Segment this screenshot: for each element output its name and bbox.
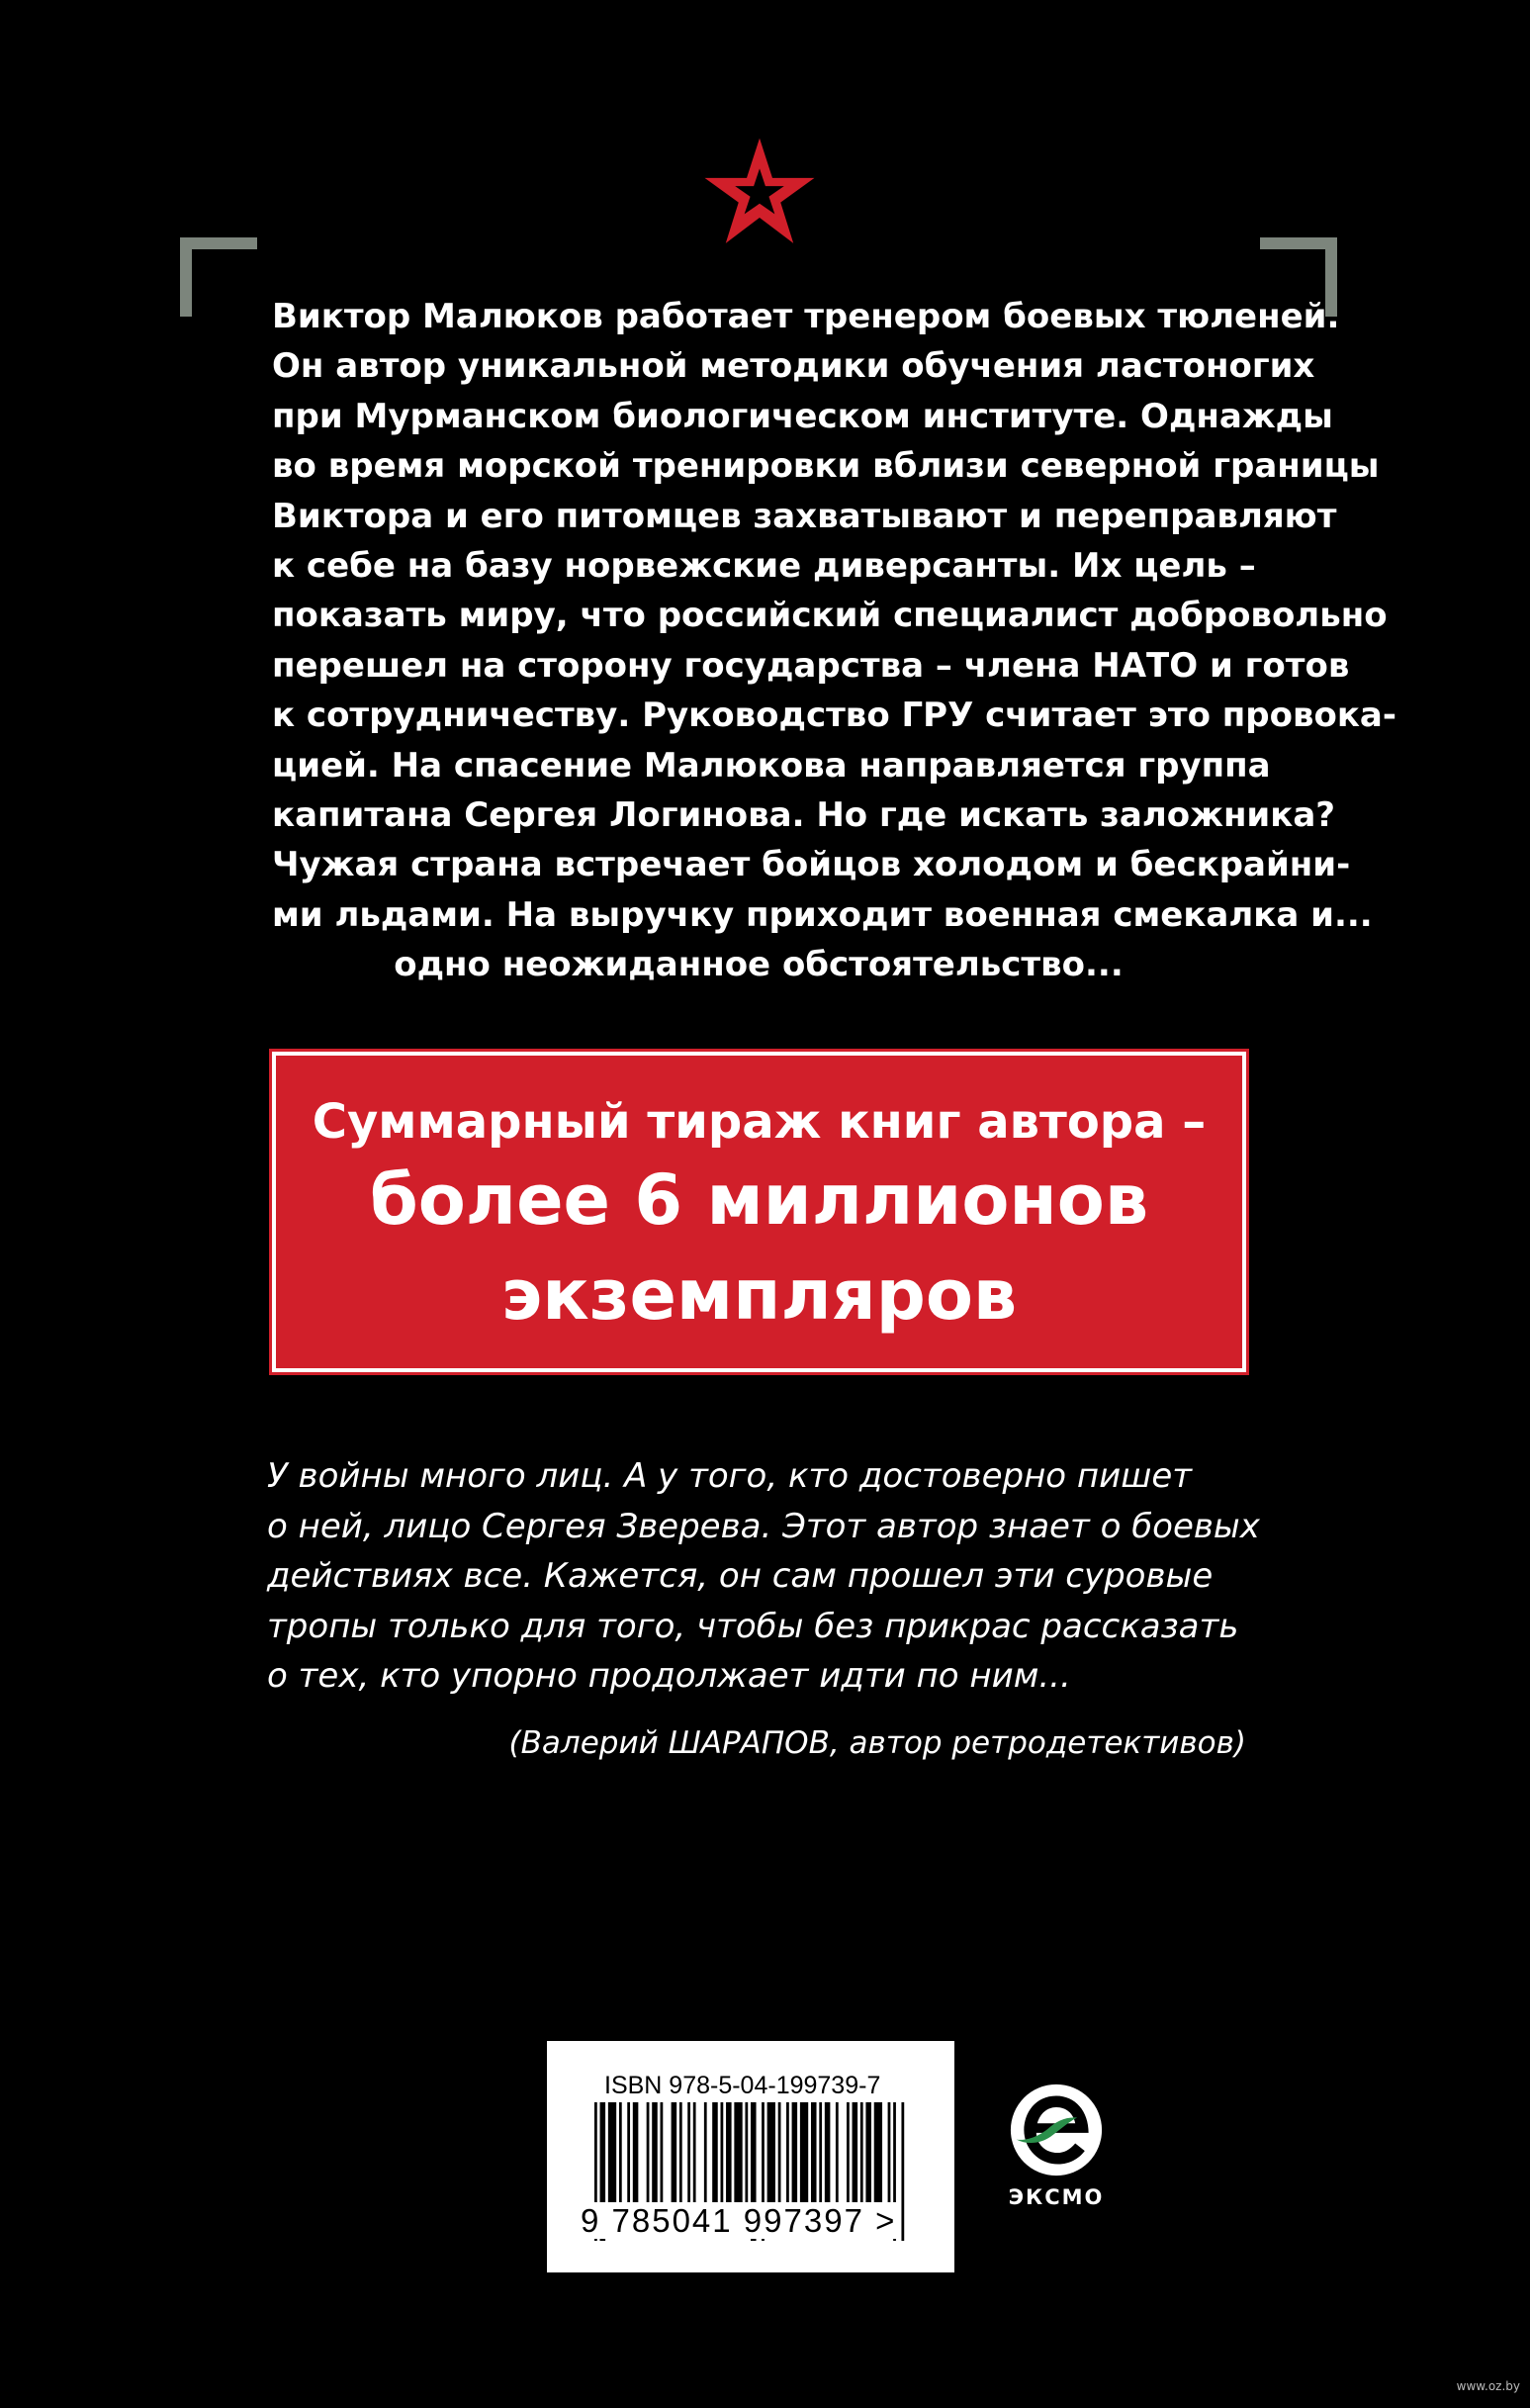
isbn-label: ISBN 978-5-04-199739-7 bbox=[604, 2072, 881, 2099]
barcode-bar bbox=[778, 2102, 781, 2211]
barcode-bar bbox=[819, 2102, 822, 2211]
description-line: Чужая страна встречает бойцов холодом и бескрайни- bbox=[272, 845, 1351, 885]
isbn-barcode bbox=[547, 2041, 954, 2272]
book-description bbox=[272, 292, 1396, 989]
barcode-bar bbox=[745, 2102, 748, 2211]
quote-line: действиях все. Кажется, он сам прошел эти суровые bbox=[267, 1556, 1214, 1596]
publisher-name: ЭКСМО bbox=[1008, 2185, 1105, 2209]
barcode-bar bbox=[860, 2102, 863, 2211]
review-quote bbox=[267, 1451, 1260, 1702]
barcode-bar bbox=[888, 2102, 891, 2211]
barcode-bar bbox=[836, 2102, 839, 2211]
barcode-bar bbox=[825, 2102, 831, 2211]
barcode-bar bbox=[693, 2102, 696, 2211]
barcode-bar bbox=[800, 2102, 808, 2211]
barcode-digits bbox=[581, 2201, 896, 2241]
barcode-bar bbox=[847, 2102, 850, 2211]
banner-line-2: более 6 миллионов bbox=[369, 1159, 1149, 1241]
description-line: к себе на базу норвежские диверсанты. Их цель – bbox=[272, 545, 1256, 586]
description-line: Виктора и его питомцев захватывают и переправляют bbox=[272, 496, 1337, 536]
barcode-bar bbox=[811, 2102, 817, 2211]
description-line: капитана Сергея Логинова. Но где искать заложника? bbox=[272, 794, 1336, 835]
quote-line: У войны много лиц. А у того, кто достоверно пишет bbox=[267, 1456, 1193, 1496]
description-line: цией. На спасение Малюкова направляется группа bbox=[272, 745, 1271, 786]
barcode-bar bbox=[679, 2102, 682, 2211]
barcode-bar bbox=[712, 2102, 718, 2211]
banner-line-1: Суммарный тираж книг автора – bbox=[312, 1094, 1207, 1150]
quote-line: тропы только для того, чтобы без прикрас рассказать bbox=[267, 1606, 1239, 1646]
description-line: одно неожиданное обстоятельство... bbox=[394, 945, 1124, 985]
description-line: перешел на сторону государства – члена НАТО и готов bbox=[272, 645, 1350, 686]
barcode-digits-text: 9 785041 997397 > bbox=[581, 2202, 897, 2239]
barcode-bar bbox=[853, 2102, 858, 2211]
barcode-bar bbox=[608, 2102, 616, 2211]
barcode-bar bbox=[874, 2102, 882, 2211]
barcode-bar bbox=[633, 2102, 639, 2211]
circulation-banner bbox=[272, 1052, 1246, 1372]
barcode-bar bbox=[687, 2102, 690, 2211]
barcode-bar bbox=[734, 2102, 742, 2211]
quote-line: о тех, кто упорно продолжает идти по ним... bbox=[267, 1656, 1071, 1696]
watermark: www.oz.by bbox=[1456, 2379, 1520, 2393]
barcode-bar bbox=[647, 2102, 650, 2211]
barcode-bar bbox=[661, 2102, 664, 2211]
barcode-bar bbox=[767, 2102, 775, 2211]
red-star-icon bbox=[701, 134, 818, 250]
description-line: при Мурманском биологическом институте. Однажды bbox=[272, 396, 1333, 436]
description-line: Виктор Малюков работает тренером боевых тюленей. bbox=[272, 297, 1340, 336]
barcode-bar bbox=[672, 2102, 677, 2211]
barcode-bar bbox=[652, 2102, 658, 2211]
barcode-bar bbox=[619, 2102, 622, 2211]
barcode-bar bbox=[792, 2102, 798, 2211]
publisher-logo bbox=[1001, 2083, 1112, 2231]
barcode-bar bbox=[726, 2102, 732, 2211]
barcode-bar bbox=[704, 2102, 707, 2211]
barcode-bar bbox=[786, 2102, 789, 2211]
quote-attribution: (Валерий ШАРАПОВ, автор ретродетективов) bbox=[508, 1725, 1246, 1761]
description-line: показать миру, что российский специалист добровольно bbox=[272, 596, 1388, 636]
banner-line-3: экземпляров bbox=[500, 1254, 1018, 1336]
barcode-bar bbox=[901, 2102, 904, 2241]
quote-line: о ней, лицо Сергея Зверева. Этот автор знает о боевых bbox=[267, 1506, 1260, 1546]
eksmo-logo-icon bbox=[1009, 2083, 1104, 2177]
barcode-bar bbox=[865, 2102, 871, 2211]
description-line: Он автор уникальной методики обучения ластоногих bbox=[272, 346, 1315, 387]
description-line: во время морской тренировки вблизи северной границы bbox=[272, 446, 1380, 487]
barcode-bar bbox=[627, 2102, 630, 2211]
barcode-bar bbox=[721, 2102, 724, 2211]
description-line: ми льдами. На выручку приходит военная смекалка и... bbox=[272, 894, 1373, 935]
description-line: к сотрудничеству. Руководство ГРУ считает это провока- bbox=[272, 695, 1396, 736]
left-corner-bracket bbox=[180, 237, 257, 317]
